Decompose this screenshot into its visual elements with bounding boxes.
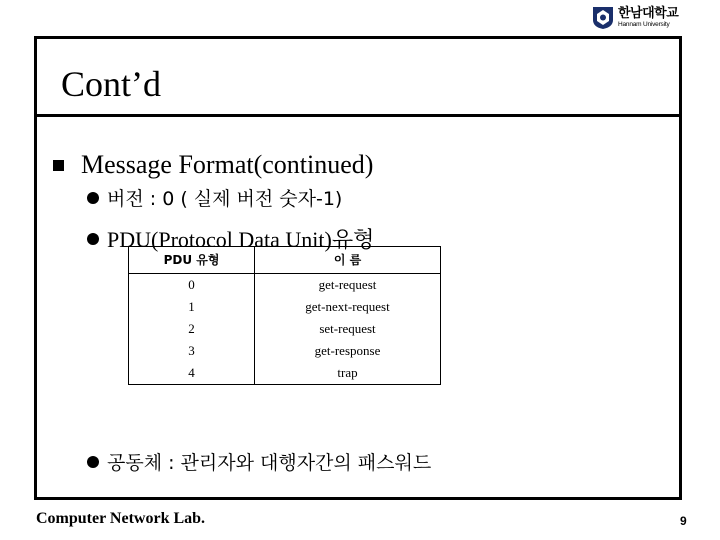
table-row	[129, 274, 441, 297]
header-name: 이 름	[255, 247, 441, 274]
main-bullet	[53, 150, 373, 180]
pdu-name-cell: get-request	[255, 274, 441, 297]
pdu-code-cell: 1	[129, 296, 255, 318]
table-row	[129, 318, 441, 340]
table-row	[129, 296, 441, 318]
pdu-name-cell: set-request	[255, 318, 441, 340]
pdu-code-cell: 4	[129, 362, 255, 385]
pdu-name-cell: get-response	[255, 340, 441, 362]
header-pdu-type: PDU 유형	[129, 247, 255, 274]
logo-korean-name: 한남대학교	[618, 6, 679, 22]
pdu-code-cell: 0	[129, 274, 255, 297]
square-bullet-icon	[53, 160, 64, 171]
round-bullet-icon	[87, 233, 99, 245]
sub-bullet-text: PDU(Protocol Data Unit)유형	[107, 227, 375, 252]
round-bullet-icon	[87, 456, 99, 468]
footer-lab-name: Computer Network Lab.	[36, 510, 206, 527]
main-bullet-text: Message Format(continued)	[81, 150, 374, 179]
sub-bullet-text: 공동체 : 관리자와 대행자간의 패스워드	[107, 452, 432, 474]
title-bar	[37, 39, 679, 117]
sub-bullet-version	[87, 184, 342, 211]
pdu-type-table	[128, 246, 441, 385]
pdu-code-cell: 3	[129, 340, 255, 362]
slide-frame	[34, 36, 682, 500]
slide-title: Cont’d	[61, 64, 162, 104]
page-number: 9	[680, 514, 687, 528]
sub-bullet-text: 버전 : 0 ( 실제 버전 숫자-1)	[107, 188, 343, 210]
university-logo	[592, 4, 678, 32]
pdu-name-cell: trap	[255, 362, 441, 385]
pdu-code-cell: 2	[129, 318, 255, 340]
table-row	[129, 340, 441, 362]
table-header-row	[129, 247, 441, 274]
sub-bullet-community	[87, 448, 431, 475]
university-emblem-icon	[592, 6, 614, 30]
round-bullet-icon	[87, 192, 99, 204]
table-row	[129, 362, 441, 385]
logo-english-name: Hannam University	[618, 21, 670, 29]
pdu-name-cell: get-next-request	[255, 296, 441, 318]
